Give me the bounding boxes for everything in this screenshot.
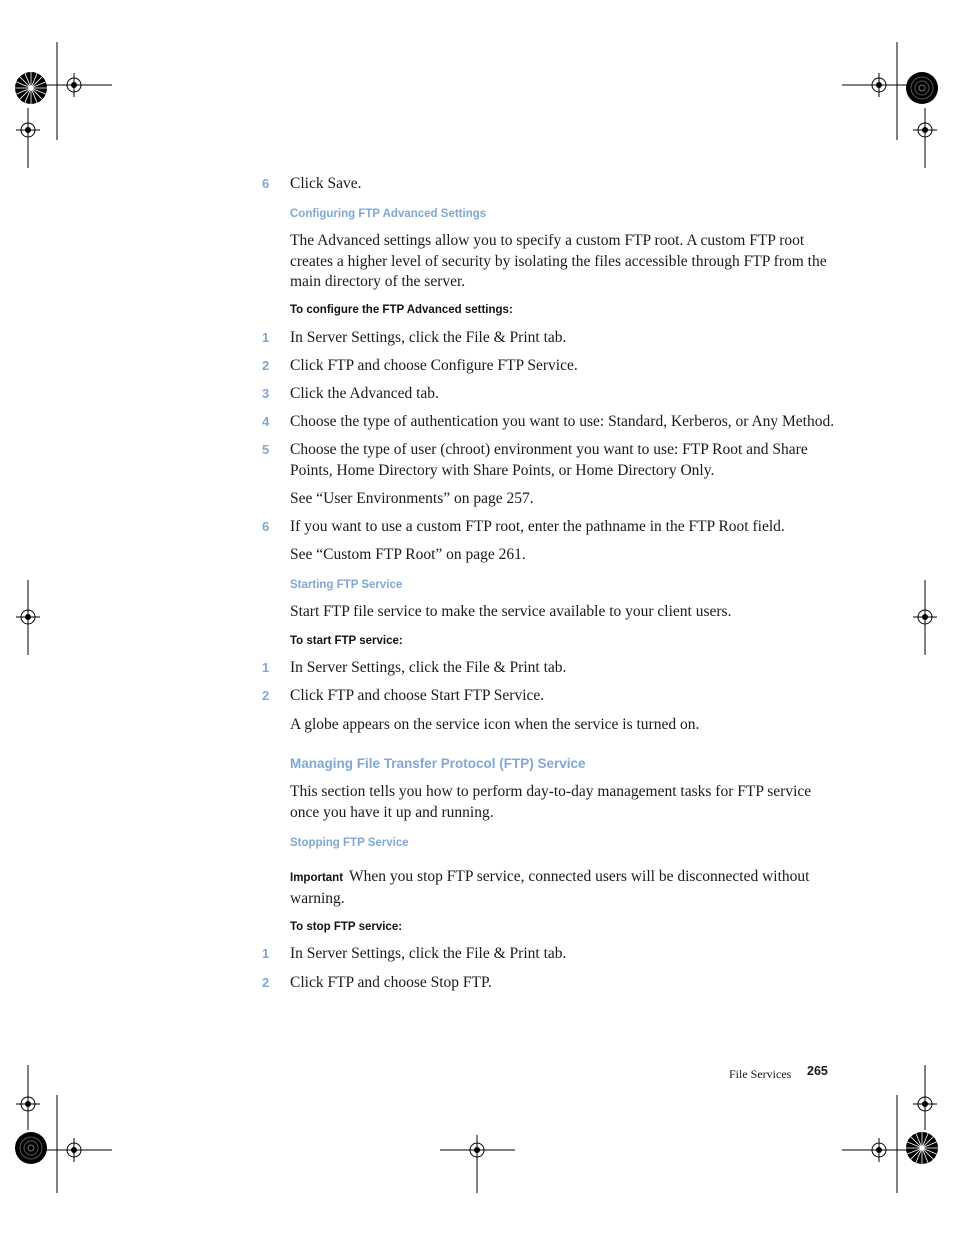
step-text: In Server Settings, click the File & Print tab. [290,659,567,676]
section-heading-stopping-ftp: Stopping FTP Service [290,837,409,849]
step-text: In Server Settings, click the File & Print tab. [290,945,567,962]
important-text: When you stop FTP service, connected users will be disconnected without warning. [290,868,810,907]
step-number: 1 [262,946,270,961]
important-note [290,867,835,909]
footer-section-name: File Services [729,1067,792,1081]
procedure-lead: To stop FTP service: [290,921,403,933]
step-number: 2 [262,975,270,990]
section-heading-starting-ftp: Starting FTP Service [290,579,403,591]
step-text: Choose the type of authentication you want to use: Standard, Kerberos, or Any Method. [290,413,835,430]
step-text: Click FTP and choose Configure FTP Service. [290,357,578,374]
step-note: See “Custom FTP Root” on page 261. [290,546,526,563]
step-number: 3 [262,386,270,401]
step-text: If you want to use a custom FTP root, enter the pathname in the FTP Root field. [290,518,785,535]
step-number: 6 [262,519,270,534]
step-number: 2 [262,688,270,703]
section-intro-paragraph: Start FTP file service to make the service available to your client users. [290,603,732,620]
section-heading-managing-ftp: Managing File Transfer Protocol (FTP) Service [290,756,586,771]
step-note: A globe appears on the service icon when the service is turned on. [290,716,700,733]
step-text: In Server Settings, click the File & Print tab. [290,329,567,346]
section-intro-paragraph: The Advanced settings allow you to specify a custom FTP root. A custom FTP root creates a higher level of security by isolating the files accessible through FTP from the main directory of the server. [290,232,827,290]
procedure-lead: To start FTP service: [290,635,403,647]
procedure-lead: To configure the FTP Advanced settings: [290,304,513,316]
step-note: See “User Environments” on page 257. [290,490,534,507]
step-text: Click FTP and choose Start FTP Service. [290,687,545,704]
section-intro-paragraph: This section tells you how to perform day-to-day management tasks for FTP service once you have it up and running. [290,783,812,821]
step-number: 5 [262,442,270,457]
step-number: 1 [262,660,270,675]
step-number: 2 [262,358,270,373]
section-heading-advanced-settings: Configuring FTP Advanced Settings [290,208,487,220]
step-number: 6 [262,176,270,191]
footer-page-number: 265 [807,1064,828,1078]
step-text: Choose the type of user (chroot) environment you want to use: FTP Root and Share Points, Home Directory with Share Points, or Home Directory Only. [290,441,808,479]
step-number: 1 [262,330,270,345]
step-number: 4 [262,414,270,429]
important-label: Important [290,872,344,884]
step-text: Click FTP and choose Stop FTP. [290,974,492,991]
step-text: Click the Advanced tab. [290,385,439,402]
step-text: Click Save. [290,175,362,192]
